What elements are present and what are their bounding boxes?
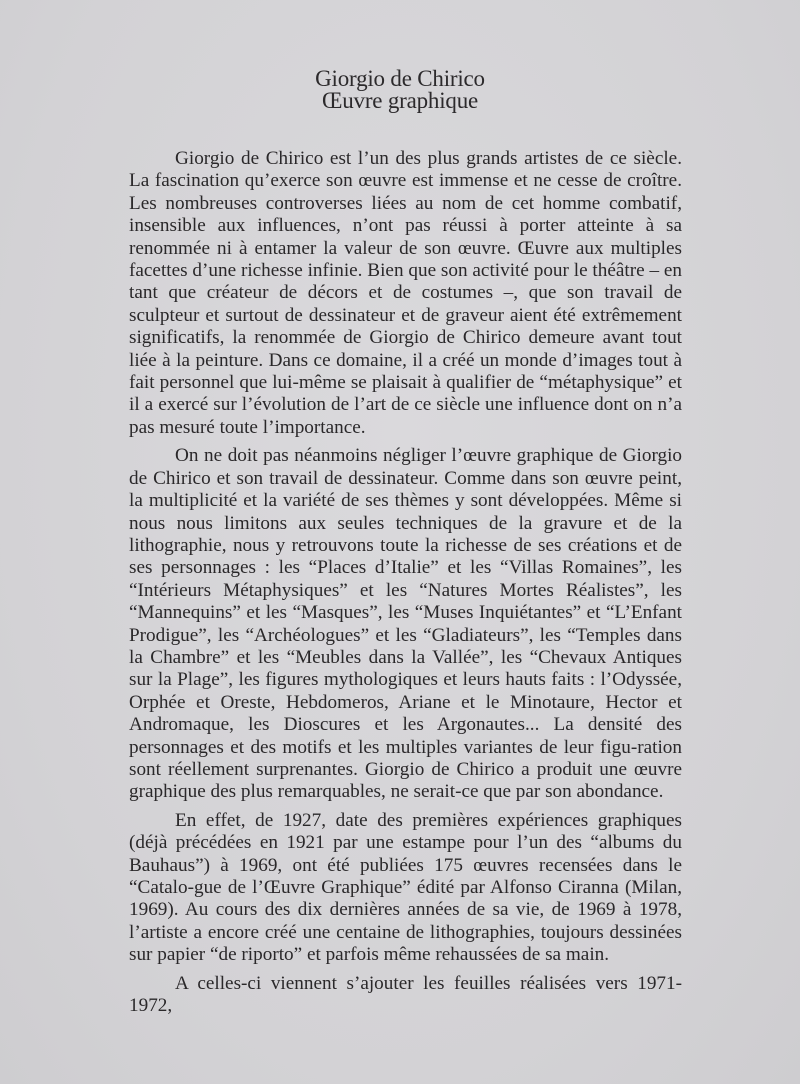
paragraph-3: En effet, de 1927, date des premières expériences graphiques (déjà précédées en 1921 par une estampe pour l’un des “albums du Bauhaus”) à 1969, ont été publiées 175 œuvres recensées dans le “Catalo-gue de l’Œuvre Graphique” édité par Alfonso Ciranna (Milan, 1969). Au cours des dix dernières années de sa vie, de 1969 à 1978, l’artiste a encore créé une centaine de lithographies, toujours dessinées sur papier “de riporto” et parfois même rehaussées de sa main.	[129, 809, 682, 966]
title-line-2: Œuvre graphique	[321, 88, 479, 113]
paragraph-2: On ne doit pas néanmoins négliger l’œuvre graphique de Giorgio de Chirico et son travail de dessinateur. Comme dans son œuvre peint, la multiplicité et la variété de ses thèmes y sont développées. Même si nous nous limitons aux seules techniques de la gravure et de la lithographie, nous y retrouvons toute la richesse de ses créations et de ses personnages : les “Places d’Italie” et les “Villas Romaines”, les “Intérieurs Métaphysiques” et les “Natures Mortes Réalistes”, les “Mannequins” et les “Masques”, les “Muses Inquiétantes” et “L’Enfant Prodigue”, les “Archéologues” et les “Gladiateurs”, les “Temples dans la Chambre” et les “Meubles dans la Vallée”, les “Chevaux Antiques sur la Plage”, les figures mythologiques et leurs hauts faits : l’Odyssée, Orphée et Oreste, Hebdomeros, Ariane et le Minotaure, Hector et Andromaque, les Dioscures et les Argonautes... La densité des personnages et des motifs et les multiples variantes de leur figu-ration sont réellement surprenantes. Giorgio de Chirico a produit une œuvre graphique des plus remarquables, ne serait-ce que par son abondance.	[129, 445, 682, 803]
paragraph-1: Giorgio de Chirico est l’un des plus grands artistes de ce siècle. La fascination qu’exerce son œuvre est immense et ne cesse de croître. Les nombreuses controverses liées au nom de cet homme combatif, insensible aux influences, n’ont pas réussi à porter atteinte à sa renommée ni à entamer la valeur de son œuvre. Œuvre aux multiples facettes d’une richesse infinie. Bien que son activité pour le théâtre – en tant que créateur de décors et de costumes –, que son travail de sculpteur et surtout de dessinateur et de graveur aient été extrêmement significatifs, la renommée de Giorgio de Chirico demeure avant tout liée à la peinture. Dans ce domaine, il a créé un monde d’images tout à fait personnel que lui-même se plaisait à qualifier de “métaphysique” et il a exercé sur l’évolution de l’art de ce siècle une influence dont on n’a pas mesuré toute l’importance.	[129, 148, 682, 438]
paragraph-4: A celles-ci viennent s’ajouter les feuilles réalisées vers 1971-1972,	[129, 972, 682, 1017]
page-title	[0, 68, 800, 112]
title-line-1: Giorgio de Chirico	[315, 66, 485, 91]
body-text	[129, 148, 682, 1023]
